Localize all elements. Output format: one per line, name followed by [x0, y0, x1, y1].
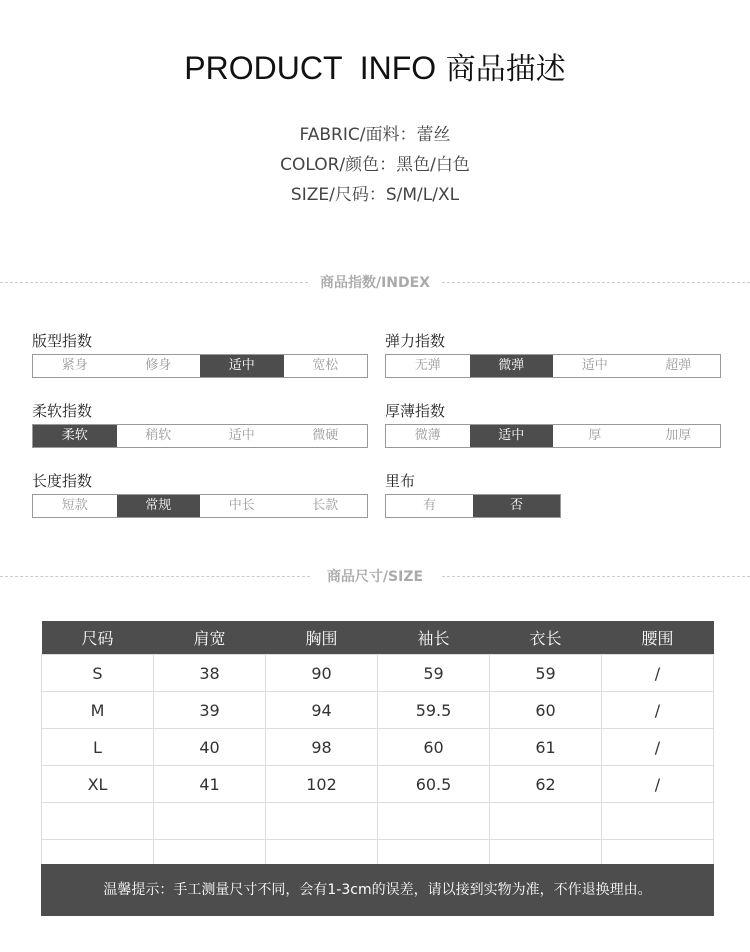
index-option: 否 — [473, 495, 560, 517]
index-thick — [385, 400, 721, 448]
index-option: 有 — [422, 498, 436, 513]
table-cell: 61 — [490, 729, 602, 766]
index-title: 弹力指数 — [385, 332, 446, 350]
table-cell — [490, 803, 602, 840]
table-row — [42, 729, 714, 766]
table-cell: 60 — [378, 729, 490, 766]
index-option: 紧身 — [61, 358, 88, 373]
table-cell: 90 — [266, 655, 378, 692]
title-en: PRODUCT INFO — [184, 50, 437, 86]
size-table-header — [42, 621, 714, 655]
table-cell: S — [42, 655, 154, 692]
table-cell: / — [602, 692, 714, 729]
table-cell — [42, 803, 154, 840]
size-table-column-header: 袖长 — [378, 621, 490, 655]
product-info — [0, 120, 750, 210]
table-cell: 40 — [154, 729, 266, 766]
size-divider-label: 商品尺寸/SIZE — [326, 569, 424, 585]
size-table-column-header: 尺码 — [42, 621, 154, 655]
table-cell: / — [602, 766, 714, 803]
table-cell: 41 — [154, 766, 266, 803]
index-option: 修身 — [145, 358, 172, 373]
table-row — [42, 655, 714, 692]
index-divider — [0, 272, 750, 292]
size-table-body — [42, 655, 714, 877]
index-option: 长款 — [312, 498, 339, 513]
index-divider-label: 商品指数/INDEX — [319, 275, 431, 291]
color-line: COLOR/颜色：黑色/白色 — [280, 155, 470, 175]
size-table — [41, 621, 714, 877]
index-lining — [385, 470, 561, 518]
table-cell: 59 — [378, 655, 490, 692]
index-option: 加厚 — [665, 428, 692, 443]
index-scale — [32, 354, 368, 378]
title-cn: 商品描述 — [445, 52, 566, 87]
index-length — [32, 470, 368, 518]
table-cell — [602, 803, 714, 840]
size-divider — [0, 566, 750, 586]
index-option: 微硬 — [312, 428, 339, 443]
index-option: 稍软 — [145, 428, 172, 443]
index-scale — [385, 354, 721, 378]
table-cell: 60.5 — [378, 766, 490, 803]
index-scale — [385, 494, 561, 518]
fabric-line: FABRIC/面料：蕾丝 — [299, 125, 451, 145]
table-cell: 98 — [266, 729, 378, 766]
index-soft — [32, 400, 368, 448]
index-option: 柔软 — [33, 425, 117, 447]
table-cell: 39 — [154, 692, 266, 729]
table-cell: L — [42, 729, 154, 766]
table-cell: 94 — [266, 692, 378, 729]
table-cell: XL — [42, 766, 154, 803]
index-scale — [32, 424, 368, 448]
table-row — [42, 766, 714, 803]
index-title: 里布 — [385, 472, 416, 490]
index-option: 超弹 — [665, 358, 692, 373]
table-cell — [154, 803, 266, 840]
index-scale — [32, 494, 368, 518]
size-table-column-header: 胸围 — [266, 621, 378, 655]
table-row — [42, 692, 714, 729]
table-cell: 38 — [154, 655, 266, 692]
table-cell — [266, 803, 378, 840]
size-table-column-header: 肩宽 — [154, 621, 266, 655]
index-option: 适中 — [200, 355, 284, 377]
table-cell: 62 — [490, 766, 602, 803]
size-table-column-header: 衣长 — [490, 621, 602, 655]
table-cell: 102 — [266, 766, 378, 803]
index-option: 微弹 — [470, 355, 554, 377]
table-cell: 59 — [490, 655, 602, 692]
table-row — [42, 803, 714, 840]
index-title: 版型指数 — [32, 332, 93, 350]
index-option: 无弹 — [414, 358, 441, 373]
index-option: 适中 — [581, 358, 608, 373]
index-option: 中长 — [228, 498, 255, 513]
table-cell: 59.5 — [378, 692, 490, 729]
index-option: 短款 — [61, 498, 88, 513]
index-option: 适中 — [228, 428, 255, 443]
size-line: SIZE/尺码：S/M/L/XL — [290, 185, 460, 205]
index-option: 厚 — [588, 428, 602, 443]
table-cell: / — [602, 655, 714, 692]
index-title: 柔软指数 — [32, 402, 93, 420]
index-title: 长度指数 — [32, 472, 93, 490]
index-option: 宽松 — [312, 358, 339, 373]
table-cell: 60 — [490, 692, 602, 729]
table-cell: M — [42, 692, 154, 729]
index-elastic — [385, 330, 721, 378]
index-option: 微薄 — [414, 428, 441, 443]
index-option: 适中 — [470, 425, 554, 447]
page-title — [0, 44, 750, 88]
table-cell: / — [602, 729, 714, 766]
index-scale — [385, 424, 721, 448]
size-note: 温馨提示：手工测量尺寸不同，会有1-3cm的误差，请以接到实物为准，不作退换理由。 — [41, 864, 714, 916]
table-cell — [378, 803, 490, 840]
index-fit — [32, 330, 368, 378]
index-option: 常规 — [117, 495, 201, 517]
size-table-column-header: 腰围 — [602, 621, 714, 655]
index-title: 厚薄指数 — [385, 402, 446, 420]
